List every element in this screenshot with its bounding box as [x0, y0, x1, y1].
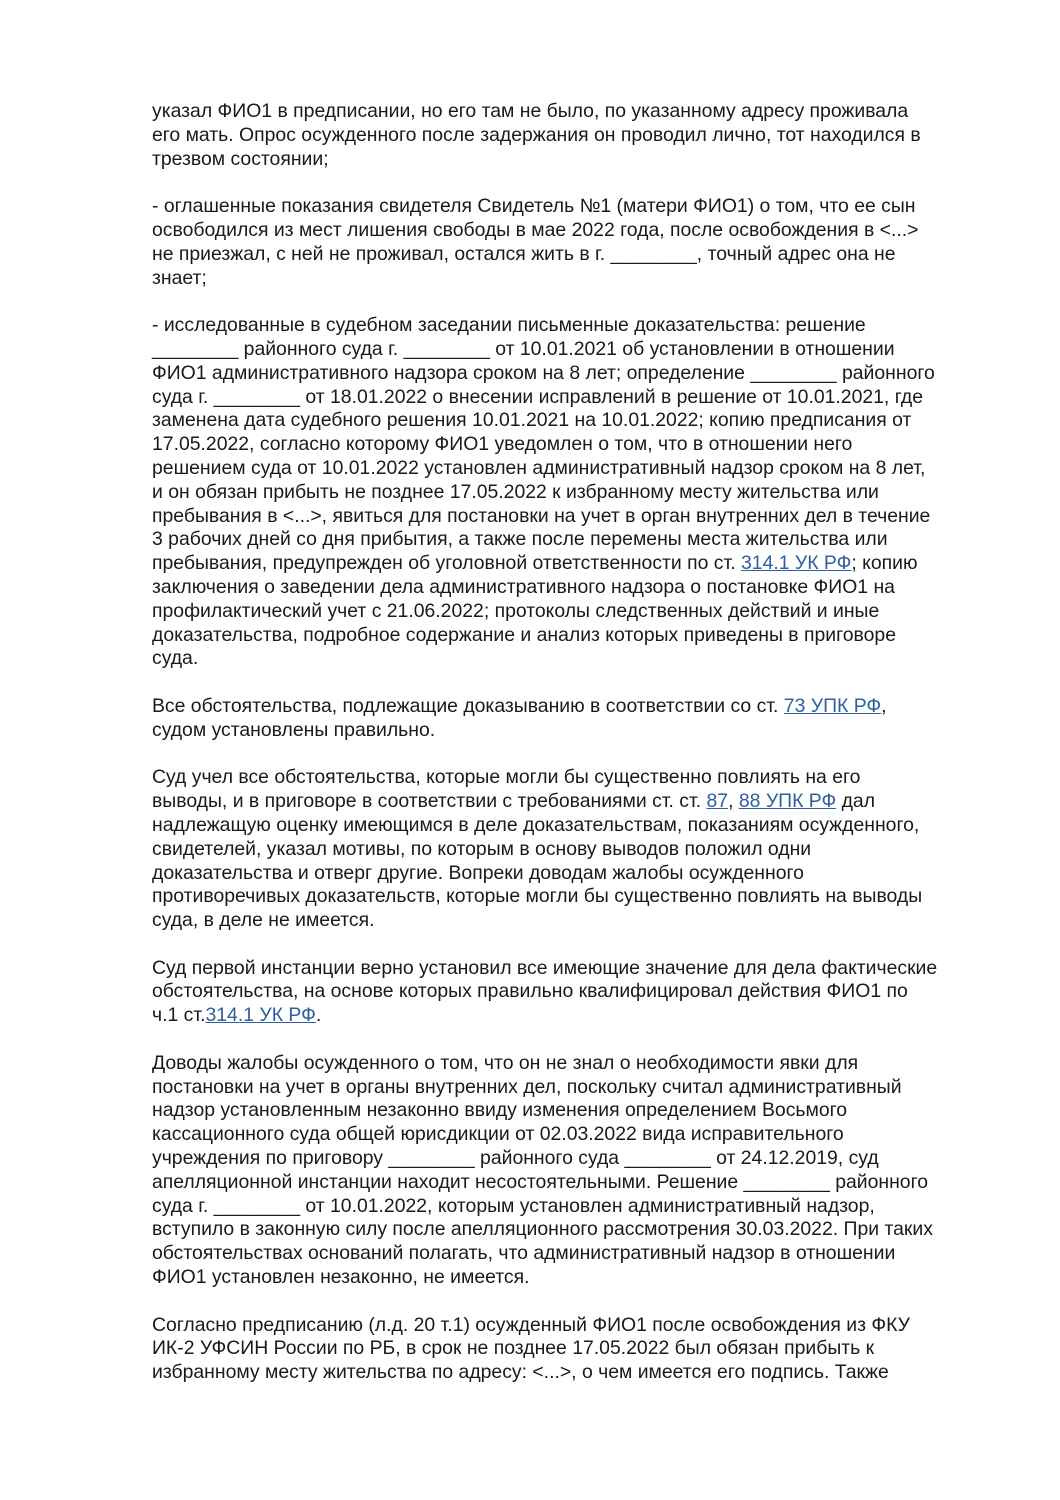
text-segment: ч.1 ст. [152, 1004, 206, 1027]
text-segment: дал [836, 790, 876, 813]
document-page [152, 100, 988, 1409]
text-segment: Все обстоятельства, подлежащие доказыванию в соответствии со ст. [152, 694, 784, 717]
paragraph [152, 695, 988, 743]
text-line [152, 338, 988, 362]
text-segment: Суд учел все обстоятельства, которые могли бы существенно повлиять на его [152, 766, 861, 789]
text-line [152, 909, 988, 933]
law-reference-link[interactable]: 314.1 УК РФ [741, 552, 852, 575]
text-line [152, 1337, 988, 1361]
text-line [152, 100, 988, 124]
text-line [152, 481, 988, 505]
text-line [152, 1314, 988, 1338]
text-segment: обстоятельства, на основе которых правильно квалифицировал действия ФИО1 по [152, 980, 908, 1003]
text-segment: , [881, 694, 887, 717]
text-line [152, 885, 988, 909]
paragraph [152, 957, 988, 1028]
text-line [152, 980, 988, 1004]
text-segment: учреждения по приговору ________ районного суда ________ от 24.12.2019, суд [152, 1147, 879, 1170]
text-line [152, 695, 988, 719]
text-segment: ИК-2 УФСИН России по РБ, в срок не позднее 17.05.2022 был обязан прибыть к [152, 1337, 875, 1360]
text-segment: ; копию [851, 552, 918, 575]
text-line [152, 528, 988, 552]
text-segment: Доводы жалобы осужденного о том, что он не знал о необходимости явки для [152, 1051, 859, 1074]
text-segment: знает; [152, 266, 207, 289]
text-line [152, 124, 988, 148]
text-line [152, 267, 988, 291]
text-segment: и он обязан прибыть не позднее 17.05.2022 к избранному месту жительства или [152, 480, 879, 503]
text-line [152, 457, 988, 481]
text-segment: пребывания в <...>, явиться для постановки на учет в орган внутренних дел в течение [152, 504, 931, 527]
text-line [152, 1076, 988, 1100]
text-line [152, 219, 988, 243]
text-line [152, 148, 988, 172]
text-line [152, 814, 988, 838]
text-segment: апелляционной инстанции находит несостоятельными. Решение ________ районного [152, 1170, 929, 1193]
text-line [152, 1123, 988, 1147]
text-line [152, 1052, 988, 1076]
text-line [152, 1361, 988, 1385]
paragraph [152, 314, 988, 671]
law-reference-link[interactable]: 87 [706, 790, 729, 813]
paragraph [152, 100, 988, 171]
text-segment: . [315, 1004, 322, 1027]
text-line [152, 624, 988, 648]
text-segment: ФИО1 установлен незаконно, не имеется. [152, 1266, 530, 1289]
text-segment: противоречивых доказательств, которые могли бы существенно повлиять на выводы [152, 885, 923, 908]
text-segment: Суд первой инстанции верно установил все имеющие значение для дела фактические [152, 956, 938, 979]
text-line [152, 576, 988, 600]
text-segment: суда г. ________ от 18.01.2022 о внесении исправлений в решение от 10.01.2021, где [152, 385, 924, 408]
law-reference-link[interactable]: 314.1 УК РФ [205, 1004, 316, 1027]
text-line [152, 862, 988, 886]
text-line [152, 1242, 988, 1266]
text-segment: суда. [152, 647, 199, 670]
text-segment: надлежащую оценку имеющимся в деле доказательствам, показаниям осужденного, [152, 813, 920, 836]
text-segment: постановки на учет в органы внутренних дел, поскольку считал административный [152, 1075, 902, 1098]
text-line [152, 552, 988, 576]
text-line [152, 647, 988, 671]
text-segment: трезвом состоянии; [152, 147, 329, 170]
text-segment: заменена дата судебного решения 10.01.2021 на 10.01.2022; копию предписания от [152, 409, 912, 432]
text-line [152, 1004, 988, 1028]
text-segment: доказательства, подробное содержание и анализ которых приведены в приговоре [152, 623, 896, 646]
text-segment: суда г. ________ от 10.01.2022, которым установлен административный надзор, [152, 1194, 875, 1217]
paragraph [152, 1052, 988, 1290]
text-segment: надзор установленным незаконно ввиду изменения определением Восьмого [152, 1099, 848, 1122]
law-reference-link[interactable]: 73 УПК РФ [783, 694, 882, 717]
text-segment: ________ районного суда г. ________ от 10.01.2021 об установлении в отношении [152, 337, 895, 360]
text-segment: профилактический учет с 21.06.2022; протоколы следственных действий и иные [152, 599, 880, 622]
text-segment: пребывания, предупрежден об уголовной ответственности по ст. [152, 552, 741, 575]
text-line [152, 386, 988, 410]
text-line [152, 1195, 988, 1219]
text-line [152, 362, 988, 386]
text-segment: 3 рабочих дней со дня прибытия, а также после перемены места жительства или [152, 528, 888, 551]
text-line [152, 409, 988, 433]
text-segment: его мать. Опрос осужденного после задержания он проводил лично, тот находился в [152, 123, 921, 146]
text-segment: решением суда от 10.01.2022 установлен административный надзор сроком на 8 лет, [152, 456, 926, 479]
law-reference-link[interactable]: 88 УПК РФ [738, 790, 837, 813]
text-line [152, 719, 988, 743]
text-line [152, 790, 988, 814]
paragraph [152, 1314, 988, 1385]
text-segment: кассационного суда общей юрисдикции от 02.03.2022 вида исправительного [152, 1123, 844, 1146]
text-segment: выводы, и в приговоре в соответствии с требованиями ст. ст. [152, 790, 707, 813]
text-line [152, 957, 988, 981]
text-segment: указал ФИО1 в предписании, но его там не было, по указанному адресу проживала [152, 100, 909, 122]
paragraph [152, 766, 988, 933]
text-line [152, 600, 988, 624]
text-line [152, 1266, 988, 1290]
text-line [152, 314, 988, 338]
text-line [152, 838, 988, 862]
text-segment: - исследованные в судебном заседании письменные доказательства: решение [152, 314, 866, 337]
text-segment: освободился из мест лишения свободы в мае 2022 года, после освобождения в <...> [152, 218, 919, 241]
text-line [152, 766, 988, 790]
text-segment: - оглашенные показания свидетеля Свидетель №1 (матери ФИО1) о том, что ее сын [152, 195, 916, 218]
text-line [152, 1218, 988, 1242]
text-segment: судом установлены правильно. [152, 718, 436, 741]
paragraph [152, 195, 988, 290]
text-line [152, 1147, 988, 1171]
text-segment: 17.05.2022, согласно которому ФИО1 уведомлен о том, что в отношении него [152, 433, 853, 456]
text-segment: , [728, 790, 739, 813]
text-line [152, 243, 988, 267]
text-segment: ФИО1 административного надзора сроком на 8 лет; определение ________ районного [152, 361, 935, 384]
text-segment: доказательства и отверг другие. Вопреки доводам жалобы осужденного [152, 861, 804, 884]
text-segment: суда, в деле не имеется. [152, 909, 375, 932]
text-segment: свидетелей, указал мотивы, по которым в основу выводов положил одни [152, 837, 812, 860]
text-segment: не приезжал, с ней не проживал, остался жить в г. ________, точный адрес она не [152, 242, 896, 265]
text-segment: заключения о заведении дела административного надзора о постановке ФИО1 на [152, 575, 895, 598]
text-line [152, 505, 988, 529]
text-line [152, 195, 988, 219]
text-segment: вступило в законную силу после апелляционного рассмотрения 30.03.2022. При таких [152, 1218, 933, 1241]
text-segment: избранному месту жительства по адресу: <...>, о чем имеется его подпись. Также [152, 1361, 889, 1384]
text-line [152, 433, 988, 457]
text-segment: Согласно предписанию (л.д. 20 т.1) осужденный ФИО1 после освобождения из ФКУ [152, 1313, 910, 1336]
text-line [152, 1171, 988, 1195]
text-line [152, 1099, 988, 1123]
text-segment: обстоятельствах оснований полагать, что административный надзор в отношении [152, 1242, 896, 1265]
